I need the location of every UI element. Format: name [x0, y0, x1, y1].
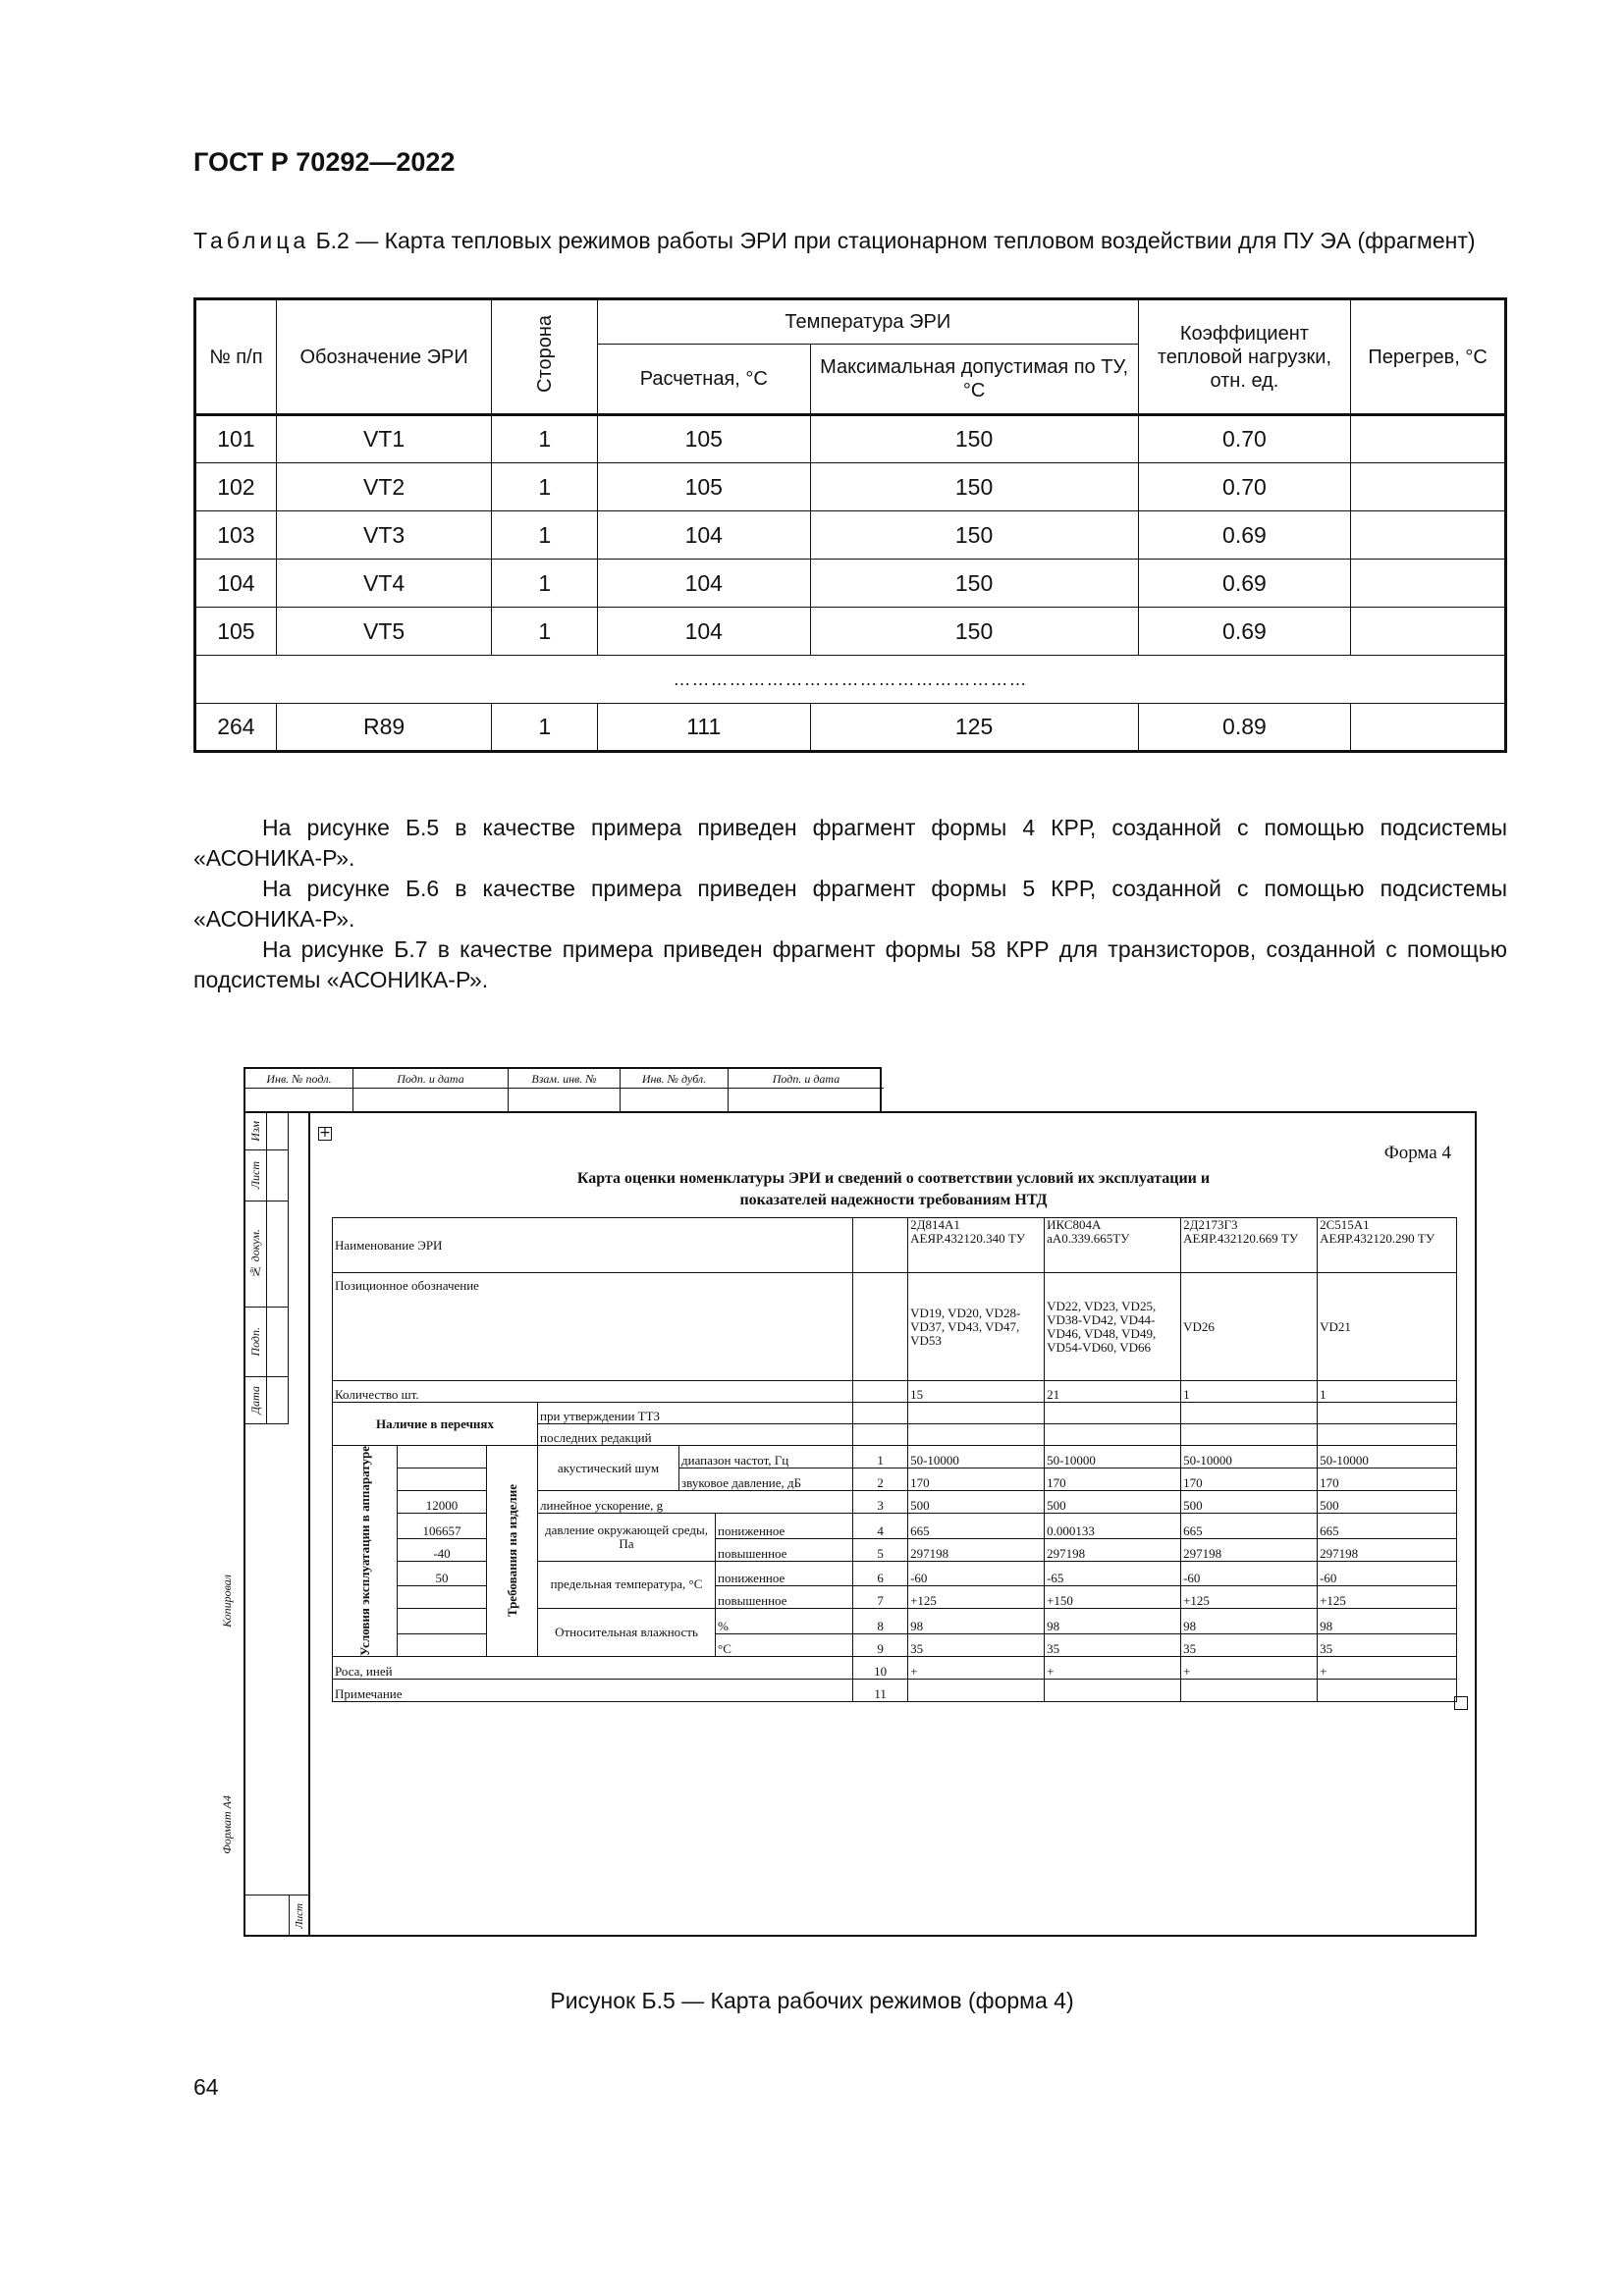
value-cell: 170: [1181, 1468, 1318, 1491]
value-cell: +125: [908, 1586, 1045, 1609]
pos-label: Позиционное обозначение: [333, 1273, 853, 1381]
value-cell: -60: [1318, 1561, 1457, 1586]
paragraph: На рисунке Б.5 в качестве примера приведен фрагмент формы 4 КРР, созданной с помощью подсистемы «АСОНИКА-Р».: [193, 815, 1507, 871]
lists-b: последних редакций: [538, 1424, 853, 1446]
value-cell: 35: [908, 1633, 1045, 1656]
value-cell: 170: [908, 1468, 1045, 1491]
strip-list-text: Лист: [248, 1161, 262, 1190]
paragraph: На рисунке Б.6 в качестве примера приведен фрагмент формы 5 КРР, созданной с помощью подсистемы «АСОНИКА-Р».: [193, 876, 1507, 932]
document-standard-header: ГОСТ Р 70292—2022: [193, 147, 456, 177]
paragraph: На рисунке Б.7 в качестве примера приведен фрагмент формы 58 КРР для транзисторов, созданной с помощью подсистемы «АСОНИКА-Р».: [193, 936, 1507, 992]
component-pos: VD21: [1318, 1273, 1457, 1381]
table-caption: [193, 226, 1507, 256]
strip-podp: [245, 1308, 267, 1377]
cell-num: 101: [195, 415, 277, 463]
value-cell: 665: [1318, 1514, 1457, 1539]
value-cell: +: [1181, 1656, 1318, 1679]
blank: [853, 1218, 908, 1273]
resize-handle-icon[interactable]: [1454, 1696, 1468, 1710]
cell-max: 150: [810, 463, 1138, 511]
ellipsis-row: [195, 656, 1506, 704]
row-num: 7: [853, 1586, 908, 1609]
blank: [1318, 1424, 1457, 1446]
expand-icon[interactable]: +: [319, 1125, 331, 1141]
row-num: 8: [853, 1609, 908, 1634]
header-calc: Расчетная, °С: [598, 345, 810, 415]
cell-num: 103: [195, 511, 277, 560]
component-qty: 1: [1181, 1381, 1318, 1403]
cell-max: 150: [810, 608, 1138, 656]
cell-num: 104: [195, 560, 277, 608]
temp-label: предельная температура, °С: [538, 1561, 716, 1609]
row-num: 2: [853, 1468, 908, 1491]
cell-max: 150: [810, 560, 1138, 608]
value-cell: 500: [908, 1491, 1045, 1514]
row-num: 10: [853, 1656, 908, 1679]
cell-overheat: [1351, 463, 1506, 511]
row-num: 11: [853, 1679, 908, 1701]
humidity-label: Относительная влажность: [538, 1609, 716, 1657]
cell-calc: 111: [598, 704, 810, 752]
value-cell: 98: [1318, 1609, 1457, 1634]
req-label: Требования на изделие: [504, 1484, 519, 1618]
value-cell: 35: [1318, 1633, 1457, 1656]
table-row: [195, 511, 1506, 560]
cell-side: 1: [492, 463, 598, 511]
component-qty: 21: [1045, 1381, 1181, 1403]
table-row: [195, 463, 1506, 511]
low-label: пониженное: [716, 1561, 853, 1586]
cond-value: 12000: [398, 1491, 487, 1514]
blank: [908, 1424, 1045, 1446]
row-num: 9: [853, 1633, 908, 1656]
blank: [853, 1273, 908, 1381]
component-pos: VD26: [1181, 1273, 1318, 1381]
cell-designation: VT3: [276, 511, 492, 560]
form-number: Форма 4: [1383, 1143, 1451, 1163]
strip-divider: [245, 1895, 289, 1896]
form-title: [334, 1168, 1453, 1211]
cell-overheat: [1351, 560, 1506, 608]
cell-overheat: [1351, 511, 1506, 560]
cell-calc: 104: [598, 560, 810, 608]
component-qty: 1: [1318, 1381, 1457, 1403]
cond-value: [398, 1586, 487, 1609]
cond-label: Условия эксплуатации в аппаратуре: [356, 1446, 372, 1656]
cell-coef: 0.69: [1138, 560, 1351, 608]
blank: [908, 1403, 1045, 1424]
value-cell: 665: [1181, 1514, 1318, 1539]
header-side-text: Сторона: [533, 315, 556, 393]
cond-value: [398, 1633, 487, 1656]
header-coef: Коэффициент тепловой нагрузки, отн. ед.: [1138, 299, 1351, 415]
header-num: № п/п: [195, 299, 277, 415]
cell-designation: VT1: [276, 415, 492, 463]
cell-side: 1: [492, 704, 598, 752]
degc-label: °С: [716, 1633, 853, 1656]
row-num: 5: [853, 1538, 908, 1561]
body-text: [193, 813, 1507, 995]
value-cell: 50-10000: [1318, 1446, 1457, 1468]
blank: [1181, 1424, 1318, 1446]
value-cell: 500: [1045, 1491, 1181, 1514]
lists-a: при утверждении ТТЗ: [538, 1403, 853, 1424]
cond-value: [398, 1446, 487, 1468]
cell-max: 125: [810, 704, 1138, 752]
cell-coef: 0.69: [1138, 511, 1351, 560]
value-cell: 500: [1181, 1491, 1318, 1514]
figure-caption: Рисунок Б.5 — Карта рабочих режимов (форма 4): [550, 1988, 1074, 2013]
cond-value: [398, 1468, 487, 1491]
side-copy-label: Копировал: [220, 1575, 234, 1628]
component-qty: 15: [908, 1381, 1045, 1403]
cell-side: 1: [492, 608, 598, 656]
cond-value: 106657: [398, 1514, 487, 1539]
cell-coef: 0.70: [1138, 415, 1351, 463]
page-number: 64: [193, 2074, 219, 2100]
lists-label: Наличие в перечнях: [333, 1403, 538, 1446]
strip-cell: [267, 1150, 289, 1201]
strip-sheet-label: Лист: [294, 1902, 305, 1929]
blank: [1045, 1424, 1181, 1446]
header-overheat: Перегрев, °С: [1351, 299, 1506, 415]
pct-label: %: [716, 1609, 853, 1634]
value-cell: +125: [1181, 1586, 1318, 1609]
value-cell: +125: [1318, 1586, 1457, 1609]
strip-list: [245, 1150, 267, 1201]
stamp-vzam-inv: Взам. инв. №: [509, 1069, 621, 1089]
header-temp-group: Температура ЭРИ: [598, 299, 1139, 345]
qty-label: Количество шт.: [333, 1381, 853, 1403]
value-cell: +: [1318, 1656, 1457, 1679]
strip-dokum: [245, 1201, 267, 1308]
value-cell: 50-10000: [1181, 1446, 1318, 1468]
table-row: [195, 415, 1506, 463]
value-cell: -60: [1181, 1561, 1318, 1586]
value-cell: 98: [1181, 1609, 1318, 1634]
value-cell: 50-10000: [908, 1446, 1045, 1468]
table-row-last: [195, 704, 1506, 752]
component-pos: VD19, VD20, VD28-VD37, VD43, VD47, VD53: [908, 1273, 1045, 1381]
strip-sheet-cell: [289, 1895, 309, 1936]
cell-designation: VT2: [276, 463, 492, 511]
pressure-label: давление окружающей среды, Па: [538, 1514, 716, 1562]
left-strip: [245, 1113, 310, 1935]
value-cell: 297198: [1181, 1538, 1318, 1561]
cell-designation: VT5: [276, 608, 492, 656]
strip-cell: [267, 1113, 289, 1150]
thermal-map-table: [193, 297, 1507, 753]
cell-num: 264: [195, 704, 277, 752]
value-cell: 297198: [908, 1538, 1045, 1561]
acoustic-label: акустический шум: [538, 1446, 679, 1491]
value-cell: 500: [1318, 1491, 1457, 1514]
value-cell: [908, 1679, 1045, 1701]
accel-label: линейное ускорение, g: [538, 1491, 853, 1514]
table-row: [195, 608, 1506, 656]
value-cell: +: [1045, 1656, 1181, 1679]
table-caption-word: Таблица: [193, 228, 310, 253]
cell-calc: 105: [598, 415, 810, 463]
ellipsis-cell: …………………………………………………: [195, 656, 1506, 704]
high-label: повышенное: [716, 1538, 853, 1561]
cell-coef: 0.69: [1138, 608, 1351, 656]
stamp-empty: [621, 1089, 729, 1113]
header-max: Максимальная допустимая по ТУ, °С: [810, 345, 1138, 415]
component-pos: VD22, VD23, VD25, VD38-VD42, VD44-VD46, VD48, VD49, VD54-VD60, VD66: [1045, 1273, 1181, 1381]
cell-calc: 104: [598, 608, 810, 656]
header-designation: Обозначение ЭРИ: [276, 299, 492, 415]
value-cell: -65: [1045, 1561, 1181, 1586]
cell-max: 150: [810, 415, 1138, 463]
value-cell: 665: [908, 1514, 1045, 1539]
cell-side: 1: [492, 415, 598, 463]
strip-cell: [267, 1377, 289, 1424]
strip-data: [245, 1377, 267, 1424]
blank: [853, 1424, 908, 1446]
value-cell: 98: [1045, 1609, 1181, 1634]
value-cell: -60: [908, 1561, 1045, 1586]
cell-calc: 105: [598, 463, 810, 511]
low-label: пониженное: [716, 1514, 853, 1539]
cell-side: 1: [492, 560, 598, 608]
row-num: 4: [853, 1514, 908, 1539]
row-num: 1: [853, 1446, 908, 1468]
stamp-podp-data-2: Подп. и дата: [729, 1069, 884, 1089]
component-name: 2Д2173Г3 АЕЯР.432120.669 ТУ: [1181, 1218, 1318, 1273]
req-label-cell: [487, 1446, 538, 1657]
stamp-empty: [245, 1089, 353, 1113]
cell-overheat: [1351, 415, 1506, 463]
dew-label: Роса, иней: [333, 1656, 853, 1679]
value-cell: 35: [1045, 1633, 1181, 1656]
cell-num: 105: [195, 608, 277, 656]
row-num: 3: [853, 1491, 908, 1514]
note-label: Примечание: [333, 1679, 853, 1701]
freq-label: диапазон частот, Гц: [679, 1446, 853, 1468]
blank: [1318, 1403, 1457, 1424]
blank: [1045, 1403, 1181, 1424]
value-cell: +: [908, 1656, 1045, 1679]
value-cell: 0.000133: [1045, 1514, 1181, 1539]
stamp-podp-data: Подп. и дата: [353, 1069, 509, 1089]
cell-designation: R89: [276, 704, 492, 752]
blank: [853, 1381, 908, 1403]
component-name: 2С515А1 АЕЯР.432120.290 ТУ: [1318, 1218, 1457, 1273]
stamp-empty: [729, 1089, 884, 1113]
table-row: [195, 560, 1506, 608]
header-side: [492, 299, 598, 415]
strip-podp-text: Подп.: [248, 1327, 262, 1357]
sound-label: звуковое давление, дБ: [679, 1468, 853, 1491]
cell-designation: VT4: [276, 560, 492, 608]
top-stamp: [244, 1067, 882, 1113]
cond-value: 50: [398, 1561, 487, 1586]
strip-cell: [267, 1201, 289, 1308]
strip-cell: [267, 1308, 289, 1377]
row-num: 6: [853, 1561, 908, 1586]
side-format-label: Формат А4: [220, 1795, 234, 1854]
form-title-line: Карта оценки номенклатуры ЭРИ и сведений о соответствии условий их эксплуатации и: [576, 1170, 1211, 1187]
strip-izm-text: Изм: [248, 1121, 262, 1142]
cond-label-cell: [333, 1446, 398, 1657]
form-title-line: показателей надежности требованиям НТД: [739, 1192, 1048, 1208]
stamp-empty: [353, 1089, 509, 1113]
value-cell: [1045, 1679, 1181, 1701]
blank: [853, 1403, 908, 1424]
cell-overheat: [1351, 704, 1506, 752]
value-cell: 297198: [1045, 1538, 1181, 1561]
cell-coef: 0.70: [1138, 463, 1351, 511]
strip-dokum-text: № докум.: [248, 1229, 262, 1279]
cond-value: [398, 1609, 487, 1634]
high-label: повышенное: [716, 1586, 853, 1609]
name-label: Наименование ЭРИ: [333, 1218, 853, 1273]
cond-value: -40: [398, 1538, 487, 1561]
value-cell: +150: [1045, 1586, 1181, 1609]
stamp-inv-dubl: Инв. № дубл.: [621, 1069, 729, 1089]
component-name: 2Д814А1 АЕЯР.432120.340 ТУ: [908, 1218, 1045, 1273]
cell-overheat: [1351, 608, 1506, 656]
cell-max: 150: [810, 511, 1138, 560]
strip-izm: [245, 1113, 267, 1150]
value-cell: 297198: [1318, 1538, 1457, 1561]
cell-calc: 104: [598, 511, 810, 560]
value-cell: 98: [908, 1609, 1045, 1634]
cell-num: 102: [195, 463, 277, 511]
value-cell: [1181, 1679, 1318, 1701]
form4-table: [332, 1217, 1457, 1702]
value-cell: 170: [1318, 1468, 1457, 1491]
blank: [1181, 1403, 1318, 1424]
cell-side: 1: [492, 511, 598, 560]
table-caption-text: Б.2 — Карта тепловых режимов работы ЭРИ при стационарном тепловом воздействии для ПУ ЭА (фрагмент): [309, 228, 1476, 253]
value-cell: 170: [1045, 1468, 1181, 1491]
stamp-empty: [509, 1089, 621, 1113]
value-cell: [1318, 1679, 1457, 1701]
drawing-sheet: [220, 1111, 1477, 1937]
stamp-inv-podl: Инв. № подл.: [245, 1069, 353, 1089]
strip-data-text: Дата: [248, 1386, 262, 1415]
component-name: ИКС804А аА0.339.665ТУ: [1045, 1218, 1181, 1273]
value-cell: 50-10000: [1045, 1446, 1181, 1468]
cell-coef: 0.89: [1138, 704, 1351, 752]
value-cell: 35: [1181, 1633, 1318, 1656]
